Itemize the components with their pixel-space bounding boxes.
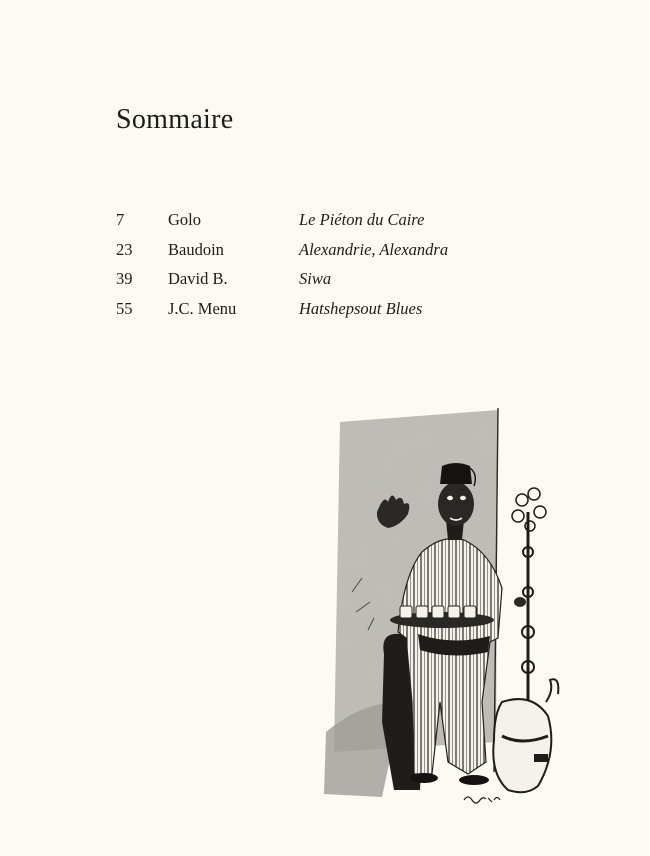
toc-entry[interactable] <box>116 299 536 329</box>
author-name: Baudoin <box>168 239 224 259</box>
table-of-contents <box>116 210 536 328</box>
page-title: Sommaire <box>116 104 234 135</box>
story-title: Hatshepsout Blues <box>299 298 423 318</box>
author-name: J.C. Menu <box>168 298 237 318</box>
toc-entry[interactable] <box>116 240 536 270</box>
story-title: Siwa <box>299 269 332 288</box>
page-number: 23 <box>116 239 133 259</box>
toc-entry[interactable] <box>116 210 536 240</box>
page-number: 55 <box>116 298 133 318</box>
author-name: David B. <box>168 269 228 288</box>
story-title: Alexandrie, Alexandra <box>299 239 449 259</box>
coffee-vendor-illustration <box>322 402 560 812</box>
story-title: Le Piéton du Caire <box>299 210 425 229</box>
page-number: 39 <box>116 269 133 288</box>
author-name: Golo <box>168 210 201 229</box>
toc-entry[interactable] <box>116 269 536 299</box>
page-number: 7 <box>116 210 125 229</box>
